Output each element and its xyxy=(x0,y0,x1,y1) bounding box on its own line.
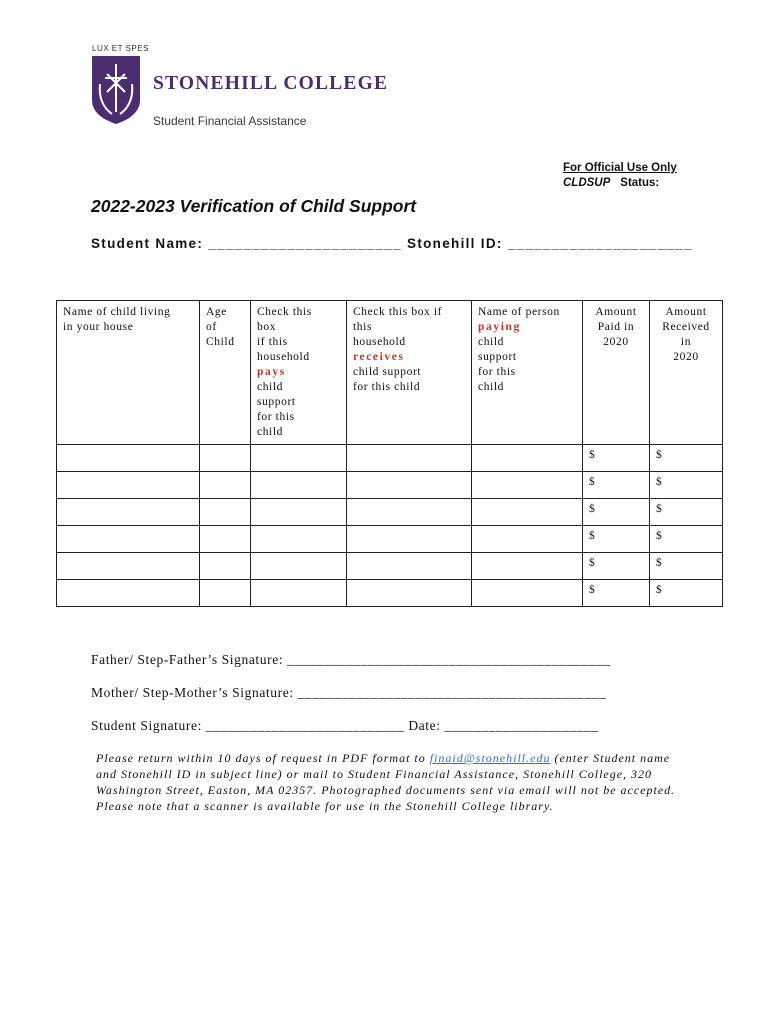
receives-checkbox-cell[interactable] xyxy=(347,580,472,607)
table-row xyxy=(57,472,723,499)
age-cell[interactable] xyxy=(200,472,251,499)
mother-signature-line[interactable]: Mother/ Step-Mother’s Signature: __________________________________________ xyxy=(91,685,607,700)
student-id-line[interactable]: Student Name: ______________________ Stonehill ID: _____________________ xyxy=(91,236,693,251)
receives-checkbox-cell[interactable] xyxy=(347,553,472,580)
child-support-table xyxy=(56,300,723,607)
department-name: Student Financial Assistance xyxy=(153,114,307,128)
email-link[interactable]: finaid@stonehill.edu xyxy=(429,751,551,765)
child-name-cell[interactable] xyxy=(57,580,200,607)
pays-checkbox-cell[interactable] xyxy=(251,553,347,580)
age-cell[interactable] xyxy=(200,553,251,580)
amount-received-cell[interactable]: $ xyxy=(650,526,723,553)
receives-checkbox-cell[interactable] xyxy=(347,472,472,499)
student-signature-line[interactable]: Student Signature: ___________________________ Date: _____________________ xyxy=(91,718,599,733)
paying-person-cell[interactable] xyxy=(472,553,583,580)
receives-checkbox-cell[interactable] xyxy=(347,445,472,472)
note-text-start: Please return within 10 days of request in PDF format to xyxy=(96,751,430,765)
amount-paid-cell[interactable]: $ xyxy=(583,580,650,607)
amount-paid-cell[interactable]: $ xyxy=(583,526,650,553)
paying-person-cell[interactable] xyxy=(472,580,583,607)
pays-checkbox-cell[interactable] xyxy=(251,526,347,553)
amount-paid-cell[interactable]: $ xyxy=(583,553,650,580)
amount-received-cell[interactable]: $ xyxy=(650,445,723,472)
table-row xyxy=(57,526,723,553)
return-instructions xyxy=(96,750,686,814)
header-pays: Check this box if this household pays child support for this child xyxy=(251,301,347,445)
child-name-cell[interactable] xyxy=(57,553,200,580)
father-signature-line[interactable]: Father/ Step-Father’s Signature: ____________________________________________ xyxy=(91,652,611,667)
child-name-cell[interactable] xyxy=(57,472,200,499)
amount-paid-cell[interactable]: $ xyxy=(583,499,650,526)
header-age: Age of Child xyxy=(200,301,251,445)
pays-checkbox-cell[interactable] xyxy=(251,445,347,472)
table-row xyxy=(57,580,723,607)
form-title: 2022-2023 Verification of Child Support xyxy=(91,196,417,216)
table-header-row xyxy=(57,301,723,445)
logo-motto: LUX ET SPES xyxy=(92,44,149,53)
paying-person-cell[interactable] xyxy=(472,499,583,526)
age-cell[interactable] xyxy=(200,499,251,526)
age-cell[interactable] xyxy=(200,580,251,607)
receives-checkbox-cell[interactable] xyxy=(347,526,472,553)
pays-checkbox-cell[interactable] xyxy=(251,472,347,499)
paying-person-cell[interactable] xyxy=(472,472,583,499)
table-row xyxy=(57,499,723,526)
amount-paid-cell[interactable]: $ xyxy=(583,445,650,472)
official-use-heading: For Official Use Only xyxy=(563,162,677,174)
table-row xyxy=(57,445,723,472)
paying-person-cell[interactable] xyxy=(472,526,583,553)
header-amount-received: Amount Received in 2020 xyxy=(650,301,723,445)
header-amount-paid: Amount Paid in 2020 xyxy=(583,301,650,445)
official-use-fields xyxy=(563,177,659,189)
amount-paid-cell[interactable]: $ xyxy=(583,472,650,499)
amount-received-cell[interactable]: $ xyxy=(650,499,723,526)
child-name-cell[interactable] xyxy=(57,445,200,472)
header-receives: Check this box if this household receives child support for this child xyxy=(347,301,472,445)
college-name: STONEHILL COLLEGE xyxy=(153,73,389,94)
table-row xyxy=(57,553,723,580)
age-cell[interactable] xyxy=(200,445,251,472)
header-child-name: Name of child living in your house xyxy=(57,301,200,445)
amount-received-cell[interactable]: $ xyxy=(650,553,723,580)
paying-person-cell[interactable] xyxy=(472,445,583,472)
note-text-end: (enter Student name and Stonehill ID in subject line) or mail to Student Financial Assistance, Stonehill College, 320 Washington Street, Easton, MA 02357. Photographed documents sent via email will not be accepted. Please note that a scanner is available for use in the Stonehill College library. xyxy=(96,751,676,813)
child-name-cell[interactable] xyxy=(57,526,200,553)
child-name-cell[interactable] xyxy=(57,499,200,526)
status-label: Status: xyxy=(620,177,660,189)
amount-received-cell[interactable]: $ xyxy=(650,580,723,607)
receives-checkbox-cell[interactable] xyxy=(347,499,472,526)
pays-checkbox-cell[interactable] xyxy=(251,499,347,526)
cldsup-label: CLDSUP xyxy=(563,177,611,189)
pays-checkbox-cell[interactable] xyxy=(251,580,347,607)
amount-received-cell[interactable]: $ xyxy=(650,472,723,499)
header-paying-person: Name of person paying child support for this child xyxy=(472,301,583,445)
age-cell[interactable] xyxy=(200,526,251,553)
